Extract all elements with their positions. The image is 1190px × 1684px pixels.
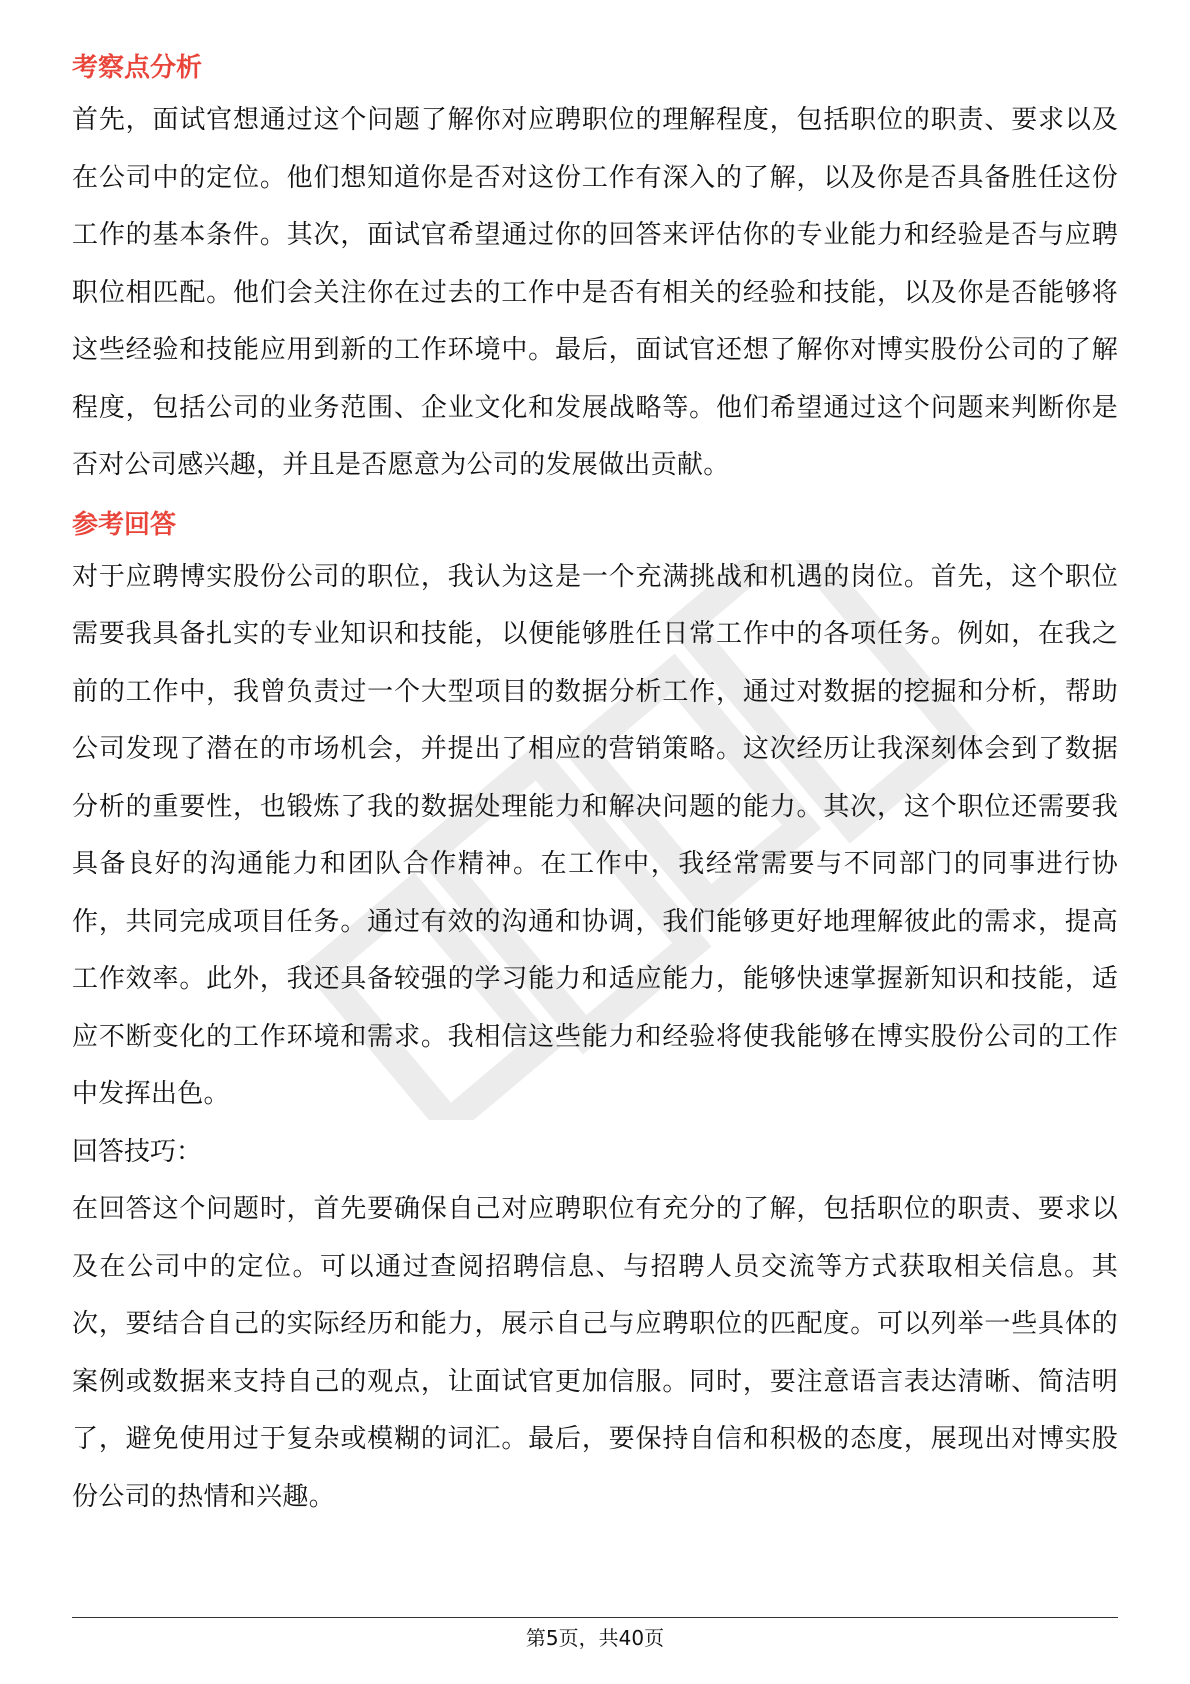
reference-answer-paragraph: 对于应聘博实股份公司的职位，我认为这是一个充满挑战和机遇的岗位。首先，这个职位需要我具备扎实的专业知识和技能，以便能够胜任日常工作中的各项任务。例如，在我之前的工作中，我曾负责过一个大型项目的数据分析工作，通过对数据的挖掘和分析，帮助公司发现了潜在的市场机会，并提出了相应的营销策略。这次经历让我深刻体会到了数据分析的重要性，也锻炼了我的数据处理能力和解决问题的能力。其次，这个职位还需要我具备良好的沟通能力和团队合作精神。在工作中，我经常需要与不同部门的同事进行协作，共同完成项目任务。通过有效的沟通和协调，我们能够更好地理解彼此的需求，提高工作效率。此外，我还具备较强的学习能力和适应能力，能够快速掌握新知识和技能，适应不断变化的工作环境和需求。我相信这些能力和经验将使我能够在博实股份公司的工作中发挥出色。 bbox=[72, 561, 1118, 1109]
answer-tips-paragraph: 在回答这个问题时，首先要确保自己对应聘职位有充分的了解，包括职位的职责、要求以及在公司中的定位。可以通过查阅招聘信息、与招聘人员交流等方式获取相关信息。其次，要结合自己的实际经历和能力，展示自己与应聘职位的匹配度。可以列举一些具体的案例或数据来支持自己的观点，让面试官更加信服。同时，要注意语言表达清晰、简洁明了，避免使用过于复杂或模糊的词汇。最后，要保持自信和积极的态度，展现出对博实股份公司的热情和兴趣。 bbox=[72, 1194, 1118, 1512]
page-number: 第5页，共40页 bbox=[525, 1626, 665, 1650]
answer-tips-label: 回答技巧： bbox=[72, 1136, 203, 1167]
analysis-paragraph: 首先，面试官想通过这个问题了解你对应聘职位的理解程度，包括职位的职责、要求以及在公司中的定位。他们想知道你是否对这份工作有深入的了解，以及你是否具备胜任这份工作的基本条件。其次，面试官希望通过你的回答来评估你的专业能力和经验是否与应聘职位相匹配。他们会关注你在过去的工作中是否有相关的经验和技能，以及你是否能够将这些经验和技能应用到新的工作环境中。最后，面试官还想了解你对博实股份公司的了解程度，包括公司的业务范围、企业文化和发展战略等。他们希望通过这个问题来判断你是否对公司感兴趣，并且是否愿意为公司的发展做出贡献。 bbox=[72, 105, 1118, 480]
reference-answer-section bbox=[72, 505, 1118, 1527]
analysis-section bbox=[72, 48, 1118, 495]
analysis-heading: 考察点分析 bbox=[72, 53, 203, 83]
document-content bbox=[72, 48, 1118, 1526]
footer-divider bbox=[72, 1617, 1118, 1618]
reference-answer-heading: 参考回答 bbox=[72, 509, 177, 540]
